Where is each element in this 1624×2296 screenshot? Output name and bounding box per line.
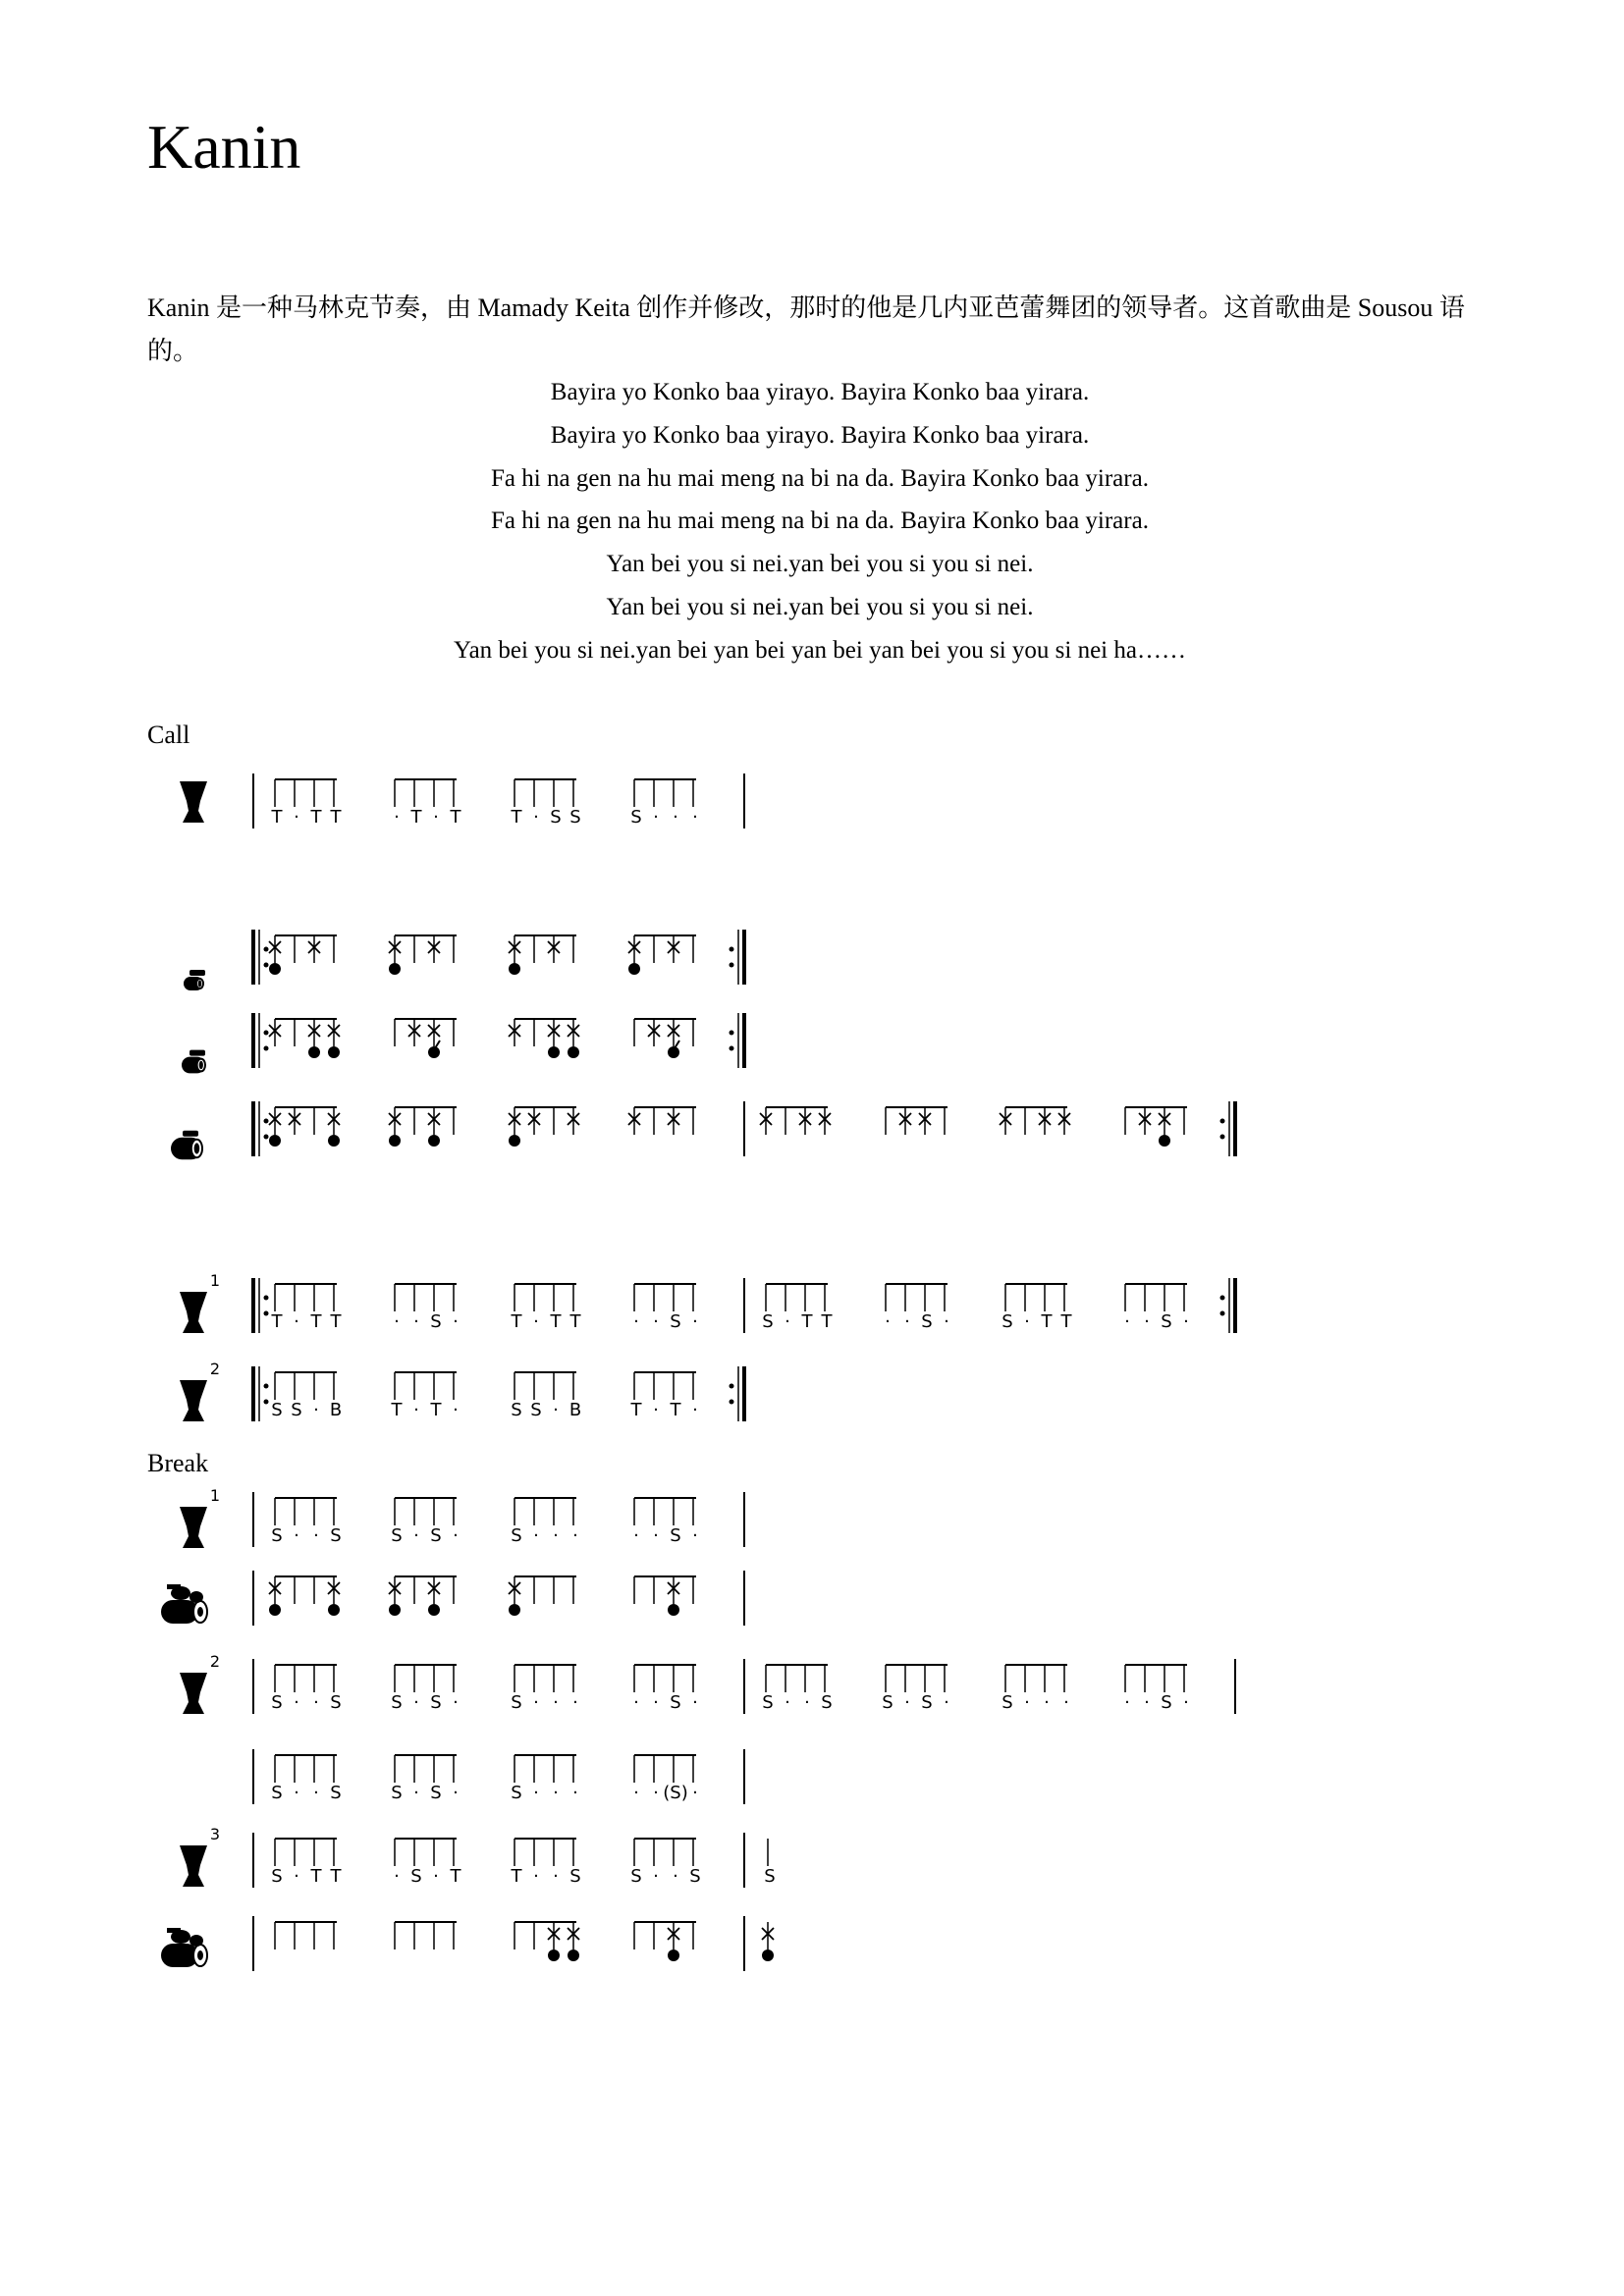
stroke-symbol: · (453, 1311, 459, 1332)
stroke-symbol: · (692, 1400, 698, 1420)
lyric-line: Yan bei you si nei.yan bei you si you si nei. (606, 593, 1034, 620)
stroke-symbol: · (673, 1866, 678, 1887)
stroke-symbol: S (921, 1692, 933, 1713)
stroke-symbol: S (430, 1311, 442, 1332)
rhythm-measure (271, 1372, 698, 1420)
stroke-symbol: · (904, 1692, 910, 1713)
dunun-set-icon (161, 1928, 207, 1967)
repeat-end (730, 930, 745, 985)
stroke-symbol: S (271, 1525, 283, 1546)
stroke-symbol: · (944, 1311, 949, 1332)
djembe-icon (180, 781, 207, 823)
dunun-measure (269, 1107, 696, 1147)
stroke-symbol: T (630, 1400, 642, 1420)
stroke-symbol: · (653, 1400, 659, 1420)
stroke-symbol: · (653, 1311, 659, 1332)
section-label-break: Break (147, 1449, 209, 1477)
stroke-symbol: S (391, 1525, 403, 1546)
stroke-symbol: S (569, 1866, 581, 1887)
stroke-symbol: · (533, 807, 539, 828)
stroke-symbol: · (1044, 1692, 1050, 1713)
stroke-symbol: · (1024, 1311, 1030, 1332)
stroke-symbol: · (313, 1692, 319, 1713)
stroke-symbol: T (310, 807, 322, 828)
part-number: 1 (209, 1486, 221, 1505)
stroke-symbol: · (572, 1692, 578, 1713)
stroke-symbol: · (533, 1866, 539, 1887)
stroke-symbol: S (391, 1783, 403, 1803)
part-number: 2 (209, 1360, 221, 1378)
lyric-line: Fa hi na gen na hu mai meng na bi na da. Bayira Konko baa yirara. (491, 464, 1149, 492)
stroke-symbol: · (633, 1783, 639, 1803)
stroke-symbol: (S) (663, 1783, 688, 1803)
repeat-start (253, 1278, 269, 1333)
stroke-symbol: · (413, 1400, 419, 1420)
lyric-line: Bayira yo Konko baa yirayo. Bayira Konko baa yirara. (550, 421, 1090, 449)
stroke-symbol: T (821, 1311, 833, 1332)
stroke-symbol: · (413, 1525, 419, 1546)
stroke-symbol: S (550, 807, 562, 828)
stroke-symbol: S (921, 1311, 933, 1332)
stroke-symbol: S (1001, 1692, 1013, 1713)
stroke-symbol: S (410, 1866, 422, 1887)
stroke-symbol: · (294, 1783, 299, 1803)
stroke-symbol: S (430, 1692, 442, 1713)
stroke-symbol: T (391, 1400, 403, 1420)
stroke-symbol: · (294, 1311, 299, 1332)
stroke-symbol: · (1183, 1692, 1189, 1713)
stroke-symbol: · (433, 807, 439, 828)
rhythm-measure (762, 1284, 1189, 1332)
stroke-symbol: · (692, 1783, 698, 1803)
stroke-symbol: · (633, 1525, 639, 1546)
stroke-symbol: S (511, 1692, 522, 1713)
stroke-symbol: S (271, 1783, 283, 1803)
stroke-symbol: · (533, 1692, 539, 1713)
stroke-symbol: T (801, 1311, 813, 1332)
stroke-symbol: S (511, 1783, 522, 1803)
stroke-symbol: S (569, 807, 581, 828)
stroke-symbol: T (330, 807, 342, 828)
kenkeni-icon (184, 970, 205, 990)
stroke-symbol: · (633, 1692, 639, 1713)
stroke-symbol: T (569, 1311, 581, 1332)
repeat-start (253, 1013, 269, 1068)
stroke-symbol: · (1183, 1311, 1189, 1332)
stroke-symbol: S (1001, 1311, 1013, 1332)
part-number: 3 (209, 1825, 221, 1843)
stroke-symbol: T (271, 1311, 283, 1332)
stroke-symbol: · (692, 1692, 698, 1713)
rhythm-measure (271, 1755, 698, 1803)
stroke-symbol: S (511, 1400, 522, 1420)
stroke-symbol: · (653, 1783, 659, 1803)
stroke-symbol: · (904, 1311, 910, 1332)
stroke-symbol: S (762, 1692, 774, 1713)
rhythm-measure (762, 1665, 1189, 1713)
stroke-symbol: S (330, 1692, 342, 1713)
stroke-symbol: T (271, 807, 283, 828)
repeat-start (253, 1101, 269, 1156)
stroke-symbol: · (313, 1400, 319, 1420)
stroke-symbol: · (804, 1692, 810, 1713)
stroke-symbol: T (430, 1400, 442, 1420)
sangban-icon (182, 1050, 205, 1074)
rhythm-measure (764, 1839, 775, 1887)
djembe-icon (180, 1380, 207, 1421)
repeat-end (730, 1366, 745, 1421)
stroke-symbol: · (553, 1783, 559, 1803)
stroke-symbol: · (692, 1311, 698, 1332)
stroke-symbol: S (271, 1400, 283, 1420)
stroke-symbol: · (1144, 1692, 1150, 1713)
djembe-icon (180, 1292, 207, 1333)
part-number: 1 (209, 1271, 221, 1290)
dunun-measure (269, 1019, 696, 1058)
stroke-symbol: S (271, 1866, 283, 1887)
stroke-symbol: T (330, 1311, 342, 1332)
repeat-end (1220, 1101, 1236, 1156)
stroke-symbol: · (394, 1311, 400, 1332)
intro-paragraph: Kanin 是一种马林克节奏，由 Mamady Keita 创作并修改，那时的他是几内亚芭蕾舞团的领导者。这首歌曲是 Sousou 语的。 (147, 294, 1465, 365)
stroke-symbol: S (1161, 1692, 1172, 1713)
dunun-measure (760, 1107, 1187, 1147)
rhythm-measure (271, 1284, 698, 1332)
stroke-symbol: · (313, 1525, 319, 1546)
stroke-symbol: S (271, 1692, 283, 1713)
stroke-symbol: S (762, 1311, 774, 1332)
lyric-line: Yan bei you si nei.yan bei you si you si nei. (606, 551, 1034, 578)
djembe-icon (180, 1673, 207, 1714)
stroke-symbol: · (533, 1783, 539, 1803)
stroke-symbol: T (511, 1866, 522, 1887)
stroke-symbol: T (450, 1866, 461, 1887)
stroke-symbol: · (413, 1783, 419, 1803)
stroke-symbol: S (391, 1692, 403, 1713)
stroke-symbol: · (1144, 1311, 1150, 1332)
stroke-symbol: · (313, 1783, 319, 1803)
stroke-symbol: · (692, 807, 698, 828)
stroke-symbol: · (533, 1525, 539, 1546)
stroke-symbol: · (1063, 1692, 1069, 1713)
stroke-symbol: · (553, 1400, 559, 1420)
stroke-symbol: · (1124, 1311, 1130, 1332)
stroke-symbol: S (630, 807, 642, 828)
page-title: Kanin (147, 112, 301, 182)
stroke-symbol: T (450, 807, 461, 828)
dunun-measure (269, 1576, 696, 1616)
rhythm-measure (271, 779, 698, 828)
stroke-symbol: · (1124, 1692, 1130, 1713)
repeat-end (730, 1013, 745, 1068)
dunun-measure (762, 1922, 774, 1961)
stroke-symbol: S (689, 1866, 701, 1887)
lyric-line: Bayira yo Konko baa yirayo. Bayira Konko baa yirara. (550, 379, 1090, 405)
stroke-symbol: T (330, 1866, 342, 1887)
stroke-symbol: · (553, 1692, 559, 1713)
stroke-symbol: T (550, 1311, 562, 1332)
dundunba-icon (171, 1131, 202, 1159)
rhythm-measure (271, 1665, 698, 1713)
dunun-measure (269, 935, 696, 975)
stroke-symbol: · (553, 1866, 559, 1887)
stroke-symbol: S (764, 1866, 776, 1887)
stroke-symbol: · (433, 1866, 439, 1887)
part-number: 2 (209, 1652, 221, 1671)
stroke-symbol: T (410, 807, 422, 828)
stroke-symbol: S (330, 1525, 342, 1546)
stroke-symbol: S (291, 1400, 302, 1420)
stroke-symbol: · (885, 1311, 891, 1332)
stroke-symbol: · (653, 1692, 659, 1713)
stroke-symbol: · (294, 1525, 299, 1546)
stroke-symbol: · (453, 1783, 459, 1803)
dunun-measure (275, 1922, 696, 1961)
dunun-set-icon (161, 1584, 207, 1624)
repeat-end (1220, 1278, 1236, 1333)
stroke-symbol: · (692, 1525, 698, 1546)
stroke-symbol: · (785, 1311, 790, 1332)
repeat-start (253, 930, 269, 985)
stroke-symbol: · (1024, 1692, 1030, 1713)
lyric-line: Yan bei you si nei.yan bei yan bei yan bei yan bei you si you si nei ha…… (454, 636, 1186, 664)
stroke-symbol: · (394, 807, 400, 828)
stroke-symbol: S (670, 1311, 681, 1332)
stroke-symbol: · (453, 1400, 459, 1420)
rhythm-measure (271, 1498, 698, 1546)
stroke-symbol: · (572, 1783, 578, 1803)
stroke-symbol: T (310, 1311, 322, 1332)
stroke-symbol: · (572, 1525, 578, 1546)
stroke-symbol: S (630, 1866, 642, 1887)
stroke-symbol: · (294, 807, 299, 828)
djembe-icon (180, 1507, 207, 1548)
stroke-symbol: · (413, 1692, 419, 1713)
stroke-symbol: · (413, 1311, 419, 1332)
stroke-symbol: · (453, 1525, 459, 1546)
stroke-symbol: T (1060, 1311, 1072, 1332)
stroke-symbol: · (673, 807, 678, 828)
stroke-symbol: · (294, 1692, 299, 1713)
stroke-symbol: T (310, 1866, 322, 1887)
stroke-symbol: S (430, 1525, 442, 1546)
stroke-symbol: T (511, 807, 522, 828)
stroke-symbol: S (670, 1692, 681, 1713)
stroke-symbol: S (670, 1525, 681, 1546)
stroke-symbol: · (633, 1311, 639, 1332)
stroke-symbol: · (553, 1525, 559, 1546)
stroke-symbol: S (882, 1692, 893, 1713)
stroke-symbol: B (568, 1400, 582, 1420)
repeat-start (253, 1366, 269, 1421)
stroke-symbol: · (944, 1692, 949, 1713)
stroke-symbol: · (533, 1311, 539, 1332)
stroke-symbol: · (394, 1866, 400, 1887)
rhythm-measure (271, 1839, 700, 1887)
stroke-symbol: S (511, 1525, 522, 1546)
stroke-symbol: · (653, 1525, 659, 1546)
section-label-call: Call (147, 721, 190, 749)
stroke-symbol: · (453, 1692, 459, 1713)
stroke-symbol: T (1041, 1311, 1053, 1332)
lyric-line: Fa hi na gen na hu mai meng na bi na da. Bayira Konko baa yirara. (491, 507, 1149, 535)
stroke-symbol: · (653, 1866, 659, 1887)
djembe-icon (180, 1845, 207, 1887)
stroke-symbol: T (511, 1311, 522, 1332)
stroke-symbol: · (785, 1692, 790, 1713)
stroke-symbol: S (821, 1692, 833, 1713)
stroke-symbol: · (294, 1866, 299, 1887)
stroke-symbol: S (330, 1783, 342, 1803)
stroke-symbol: S (530, 1400, 542, 1420)
stroke-symbol: B (329, 1400, 343, 1420)
stroke-symbol: S (1161, 1311, 1172, 1332)
stroke-symbol: · (653, 807, 659, 828)
stroke-symbol: T (670, 1400, 681, 1420)
stroke-symbol: S (430, 1783, 442, 1803)
